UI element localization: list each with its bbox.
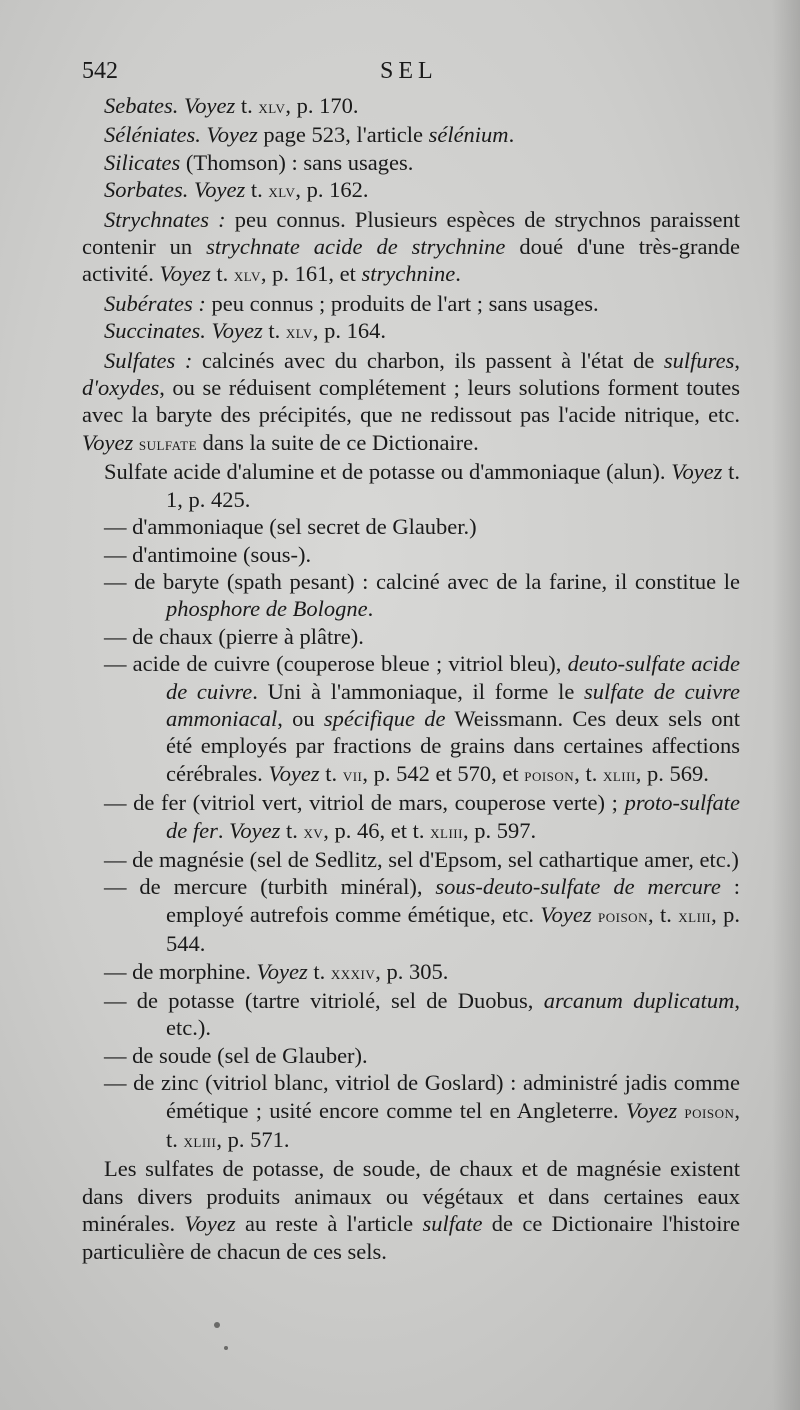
italic-text: Sorbates. — [104, 177, 194, 203]
italic-text: Voyez — [159, 261, 211, 287]
sulfate-sub-entry — [82, 458, 740, 513]
italic-text: sulfate de cuivre ammoniacal — [166, 678, 740, 731]
text: , ou se réduisent complétement ; leurs solutions forment toutes avec la baryte des précipités, que ne redissout pas l'acide nitrique, etc. — [82, 375, 740, 428]
sulfate-sub-entry — [82, 1042, 740, 1069]
dictionary-entry — [82, 176, 740, 205]
text: de ce Dictionaire l'histoire particulière de chacun de ces sels. — [82, 1211, 740, 1264]
sulfate-sub-entry — [82, 541, 740, 568]
italic-text: sulfate — [422, 1211, 483, 1237]
text: , p. 164. — [312, 318, 386, 344]
text: — de mercure (turbith minéral), — [104, 874, 436, 900]
italic-text: Voyez — [671, 459, 723, 485]
italic-text: Séléniates. — [104, 122, 207, 148]
text: t. — [262, 318, 286, 344]
small-caps-text: poison — [524, 764, 575, 786]
text: — de baryte (spath pesant) : calciné avec de la farine, il constitue le — [104, 568, 740, 594]
dictionary-entry — [82, 121, 740, 148]
small-caps-text: xliii — [430, 821, 463, 843]
text: , p. 46, et t. — [323, 817, 431, 843]
dictionary-entry — [82, 92, 740, 121]
italic-text: spécifique de — [323, 705, 446, 731]
text: , p. 571. — [216, 1127, 290, 1153]
italic-text: sulfures — [663, 347, 735, 373]
text: Weissmann. Ces deux sels ont été employés par fractions de grains dans certaines affections cérébrales. — [166, 705, 740, 786]
sulfate-sub-entry — [82, 958, 740, 987]
text: — d'antimoine (sous-). — [104, 541, 312, 567]
small-caps-text: xliii — [183, 1131, 217, 1153]
italic-text: Strychnates : — [104, 206, 226, 232]
text: — d'ammoniaque (sel secret de Glauber.) — [104, 514, 477, 540]
text: t. — [319, 760, 343, 786]
text: — de morphine. — [104, 958, 257, 984]
text: . Uni à l'ammoniaque, il forme le — [252, 678, 585, 704]
italic-text: Voyez — [194, 177, 246, 203]
text: , p. 569. — [635, 760, 709, 786]
text: t. — [235, 93, 259, 118]
italic-text: proto-sulfate de fer — [166, 790, 740, 843]
text: — de potasse (tartre vitriolé, sel de Duobus, — [104, 988, 544, 1013]
text: t. — [280, 817, 304, 843]
text: (Thomson) : sans usages. — [180, 149, 414, 175]
dictionary-entry — [82, 206, 740, 290]
text: t. — [210, 261, 234, 287]
text: , — [734, 347, 740, 373]
text: , p. 170. — [285, 93, 359, 118]
italic-text: strychnine — [361, 261, 456, 287]
italic-text: Subérates : — [104, 290, 206, 316]
italic-text: Succinates. — [104, 318, 212, 344]
text: , p. 305. — [375, 958, 449, 984]
text: , p. 544. — [166, 901, 741, 957]
text: , etc.). — [166, 988, 740, 1041]
text: . — [455, 261, 461, 287]
dictionary-entry — [82, 347, 740, 459]
text: . — [217, 817, 230, 843]
italic-text: phosphore de Bologne — [166, 596, 368, 622]
sulfate-sub-entry — [82, 1069, 740, 1155]
small-caps-text: xliii — [678, 905, 712, 927]
small-caps-text: xliii — [602, 764, 636, 786]
text: , p. 161, et — [260, 261, 362, 287]
text: Sulfate acide d'alumine et de potasse ou d'ammoniaque (alun). — [104, 459, 672, 485]
small-caps-text: xxxiv — [330, 962, 376, 984]
text: calcinés avec du charbon, ils passent à l'état de — [192, 347, 664, 373]
small-caps-text: xlv — [233, 265, 261, 287]
text: t. 1, p. 425. — [166, 459, 740, 512]
closing-paragraph — [82, 1155, 740, 1265]
italic-text: Voyez — [82, 429, 134, 455]
text: . — [367, 596, 374, 622]
sulfate-sub-entry — [82, 789, 740, 846]
text: Les sulfates de potasse, de soude, de chaux et de magnésie existent dans divers produits animaux ou végétaux et dans certaines eaux minérales. — [82, 1156, 740, 1237]
sulfate-sub-entry — [82, 623, 740, 650]
small-caps-text: xlv — [268, 181, 296, 203]
paper-speck — [224, 1346, 228, 1350]
sulfate-sub-entry — [82, 987, 740, 1042]
italic-text: Voyez — [540, 901, 592, 927]
text: — de soude (sel de Glauber). — [104, 1042, 368, 1068]
italic-text: sélénium — [428, 122, 509, 148]
sulfate-sub-entry — [82, 846, 740, 873]
text: , t. — [647, 901, 679, 927]
small-caps-text: poison — [598, 905, 648, 927]
small-caps-text: sulfate — [138, 433, 198, 455]
text: page 523, l'article — [257, 122, 429, 148]
italic-text: Voyez — [268, 760, 320, 786]
text: — de zinc (vitriol blanc, vitriol de Goslard) : administré jadis comme émétique ; usité encore comme tel en Angleterre. — [104, 1070, 740, 1123]
text: t. — [307, 958, 331, 984]
italic-text: d'oxydes — [82, 375, 160, 401]
italic-text: strychnate acide de strychnine — [206, 234, 506, 260]
small-caps-text: xlv — [285, 322, 313, 344]
italic-text: Voyez — [211, 318, 263, 344]
italic-text: Voyez — [206, 122, 258, 148]
italic-text: Voyez — [256, 958, 308, 984]
italic-text: Voyez — [625, 1097, 678, 1123]
sulfate-sub-entry — [82, 513, 740, 540]
text: au reste à l'article — [235, 1211, 423, 1237]
dictionary-entry — [82, 317, 740, 346]
italic-text: Voyez — [229, 817, 281, 843]
text: — acide de cuivre (couperose bleue ; vitriol bleu), — [104, 651, 568, 677]
text: peu connus ; produits de l'art ; sans usages. — [205, 290, 599, 316]
text: — de chaux (pierre à plâtre). — [104, 623, 364, 649]
italic-text: Sebates. — [104, 93, 184, 118]
italic-text: deuto-sulfate acide de cuivre — [166, 651, 740, 704]
page-number: 542 — [82, 58, 118, 84]
italic-text: Silicates — [104, 149, 181, 175]
running-head: SEL — [380, 58, 438, 84]
text: , p. 162. — [295, 177, 369, 203]
italic-text: Voyez — [184, 1211, 236, 1237]
italic-text: Sulfates : — [104, 347, 193, 373]
sulfate-sub-entry — [82, 650, 740, 789]
italic-text: sous-deuto-sulfate de mercure — [435, 874, 721, 900]
text: doué d'une très-grande activité. — [82, 234, 740, 287]
text: , p. 542 et 570, et — [362, 760, 525, 786]
text: — de fer (vitriol vert, vitriol de mars, couperose verte) ; — [104, 790, 625, 816]
sulfate-sub-entry — [82, 568, 740, 623]
text: peu connus. Plusieurs espèces de strychnos paraissent contenir un — [82, 206, 740, 260]
small-caps-text: xv — [303, 821, 324, 843]
text: — de magnésie (sel de Sedlitz, sel d'Epsom, sel cathartique amer, etc.) — [104, 846, 739, 872]
text: , p. 597. — [462, 817, 537, 843]
page-header — [82, 58, 742, 94]
small-caps-text: vii — [342, 764, 363, 786]
text: , t. — [166, 1097, 740, 1153]
italic-text: Voyez — [183, 93, 236, 118]
paper-speck — [214, 1322, 220, 1328]
page-body — [82, 92, 740, 1265]
page-shadow-edge — [772, 0, 800, 1410]
small-caps-text: poison — [684, 1101, 735, 1123]
dictionary-entry — [82, 149, 740, 176]
sulfate-sub-entry — [82, 873, 740, 957]
italic-text: arcanum duplicatum — [543, 988, 735, 1013]
text: t. — [245, 177, 269, 203]
small-caps-text: xlv — [258, 97, 286, 118]
text: : employé autrefois comme émétique, etc. — [166, 874, 740, 927]
text: dans la suite de ce Dictionaire. — [197, 429, 479, 455]
text: . — [508, 122, 515, 148]
dictionary-entry — [82, 290, 740, 317]
text: , ou — [277, 705, 324, 731]
text: , t. — [574, 760, 603, 786]
